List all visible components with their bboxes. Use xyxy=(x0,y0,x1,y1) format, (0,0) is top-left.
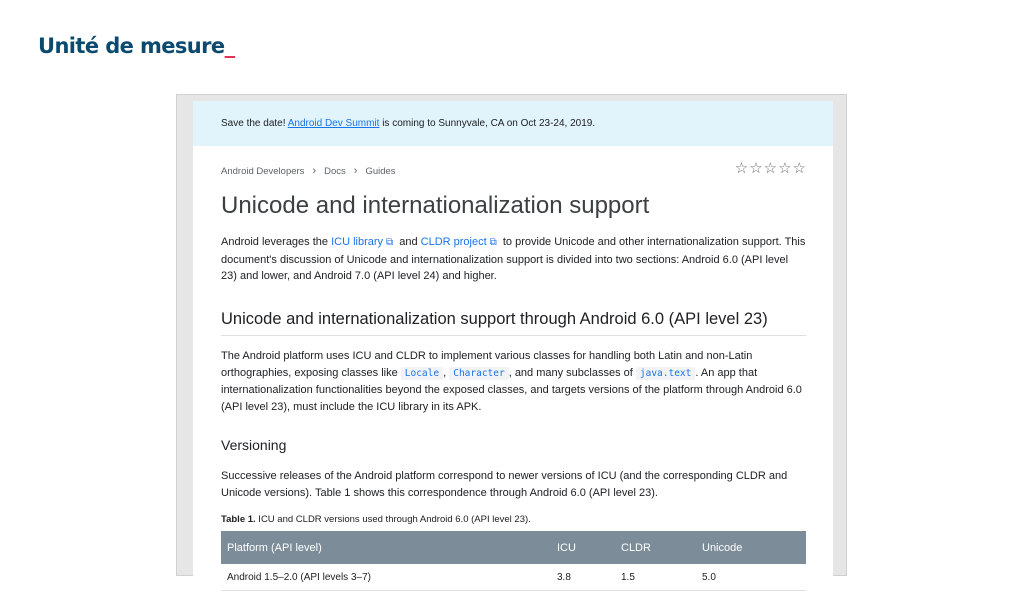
external-link-icon: ⧉ xyxy=(489,237,497,248)
versioning-paragraph: Successive releases of the Android platform correspond to newer versions of ICU (and the corresponding CLDR and Unicode versions). Table 1 shows this correspondence through Android 6.0 (API level 23). xyxy=(221,470,788,499)
dev-summit-link[interactable]: Android Dev Summit xyxy=(287,118,380,129)
icu-library-link[interactable]: ICU library xyxy=(331,236,384,248)
section-heading: Unicode and internationalization support through Android 6.0 (API level 23) xyxy=(221,310,806,336)
slide-title-text: Unité de mesure xyxy=(38,34,225,58)
intro-text: to provide Unicode and other internationalization support. This document's discussion of Unicode and internationalization support is divided into two sections: Android 6.0 (API level 23) and lower, and Android 7.0 (API level 24) and higher. xyxy=(221,236,806,282)
header-platform: Platform (API level) xyxy=(221,531,551,564)
chevron-right-icon: › xyxy=(353,165,358,177)
star-outline-icon[interactable]: ☆ xyxy=(763,160,778,177)
cell-platform: Android 1.5–2.0 (API levels 3–7) xyxy=(221,564,551,591)
banner-prefix: Save the date! xyxy=(221,118,288,129)
page-rating xyxy=(735,160,806,178)
title-cursor: _ xyxy=(224,34,235,58)
header-icu: ICU xyxy=(551,531,615,564)
table-caption-label: Table 1. xyxy=(221,514,256,525)
section-text: , xyxy=(443,366,450,379)
breadcrumb xyxy=(221,165,396,177)
webpage-screenshot xyxy=(176,94,847,583)
intro-paragraph xyxy=(221,234,806,285)
table-caption xyxy=(221,514,531,525)
section-text: The Android platform uses ICU and CLDR to implement various classes for handling both Latin and non-Latin orthographies, exposing classes like xyxy=(221,350,753,379)
breadcrumb-docs[interactable]: Docs xyxy=(324,165,346,177)
table-caption-text: ICU and CLDR versions used through Android 6.0 (API level 23). xyxy=(255,514,531,525)
external-link-icon: ⧉ xyxy=(386,237,394,248)
version-table xyxy=(221,531,806,591)
page-title: Unicode and internationalization support xyxy=(221,192,650,219)
star-outline-icon[interactable]: ☆ xyxy=(778,160,792,177)
breadcrumb-android-developers[interactable]: Android Developers xyxy=(221,165,305,177)
intro-text: and xyxy=(396,236,421,248)
cell-icu: 3.8 xyxy=(551,564,615,591)
cldr-project-link[interactable]: CLDR project xyxy=(420,236,487,248)
chevron-right-icon: › xyxy=(312,165,317,177)
article xyxy=(221,146,806,583)
star-outline-icon[interactable]: ☆ xyxy=(792,160,806,177)
section-text: . An app that internationalization functionalities beyond the exposed classes, and targets versions of the platform through Android 6.0 (API level 23), must include the ICU library in its APK. xyxy=(221,366,802,413)
table-header-row xyxy=(221,531,806,564)
docs-page xyxy=(193,101,833,583)
header-cldr: CLDR xyxy=(615,531,696,564)
section-text: , and many subclasses of xyxy=(508,366,636,379)
intro-text: Android leverages the xyxy=(221,236,332,248)
table-row xyxy=(221,564,806,591)
locale-code-link[interactable]: Locale xyxy=(401,367,443,380)
banner-suffix: is coming to Sunnyvale, CA on Oct 23-24, 2019. xyxy=(379,118,596,129)
character-code-link[interactable]: Character xyxy=(449,367,508,380)
announcement-banner xyxy=(193,101,833,146)
cell-unicode: 5.0 xyxy=(696,564,806,591)
header-unicode: Unicode xyxy=(696,531,806,564)
slide-title xyxy=(38,34,234,58)
star-outline-icon[interactable]: ☆ xyxy=(749,160,763,177)
article-header xyxy=(221,146,806,194)
versioning-heading: Versioning xyxy=(221,437,287,453)
java-text-code-link[interactable]: java.text xyxy=(636,367,695,380)
cell-cldr: 1.5 xyxy=(615,564,696,591)
breadcrumb-guides[interactable]: Guides xyxy=(365,165,396,177)
star-outline-icon[interactable]: ☆ xyxy=(734,160,749,177)
section-paragraph xyxy=(221,348,806,415)
